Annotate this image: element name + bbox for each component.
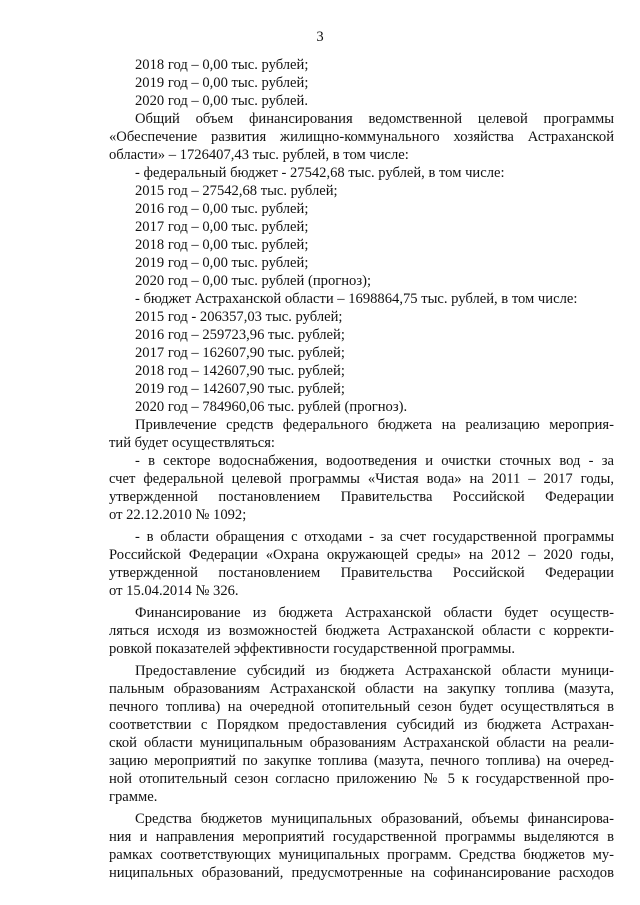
text-line: ния и направления мероприятий государственной программы выделяются в xyxy=(109,829,614,845)
text-line: Общий объем финансирования ведомственной целевой программы xyxy=(135,111,614,127)
text-line: - бюджет Астраханской области – 1698864,75 тыс. рублей, в том числе: xyxy=(135,291,578,307)
text-line: 2015 год – 27542,68 тыс. рублей; xyxy=(135,183,338,199)
text-line: ной отопительный сезон согласно приложению № 5 к государственной про- xyxy=(109,771,614,787)
text-line: - в области обращения с отходами - за счет государственной программы xyxy=(135,529,614,545)
text-line: 2020 год – 0,00 тыс. рублей. xyxy=(135,93,308,109)
text-line: 2016 год – 0,00 тыс. рублей; xyxy=(135,201,309,217)
text-line: Привлечение средств федерального бюджета на реализацию мероприя- xyxy=(135,417,614,433)
text-line: Российской Федерации «Охрана окружающей среды» на 2012 – 2020 годы, xyxy=(109,547,614,563)
document-body xyxy=(109,56,614,882)
text-line: 2019 год – 142607,90 тыс. рублей; xyxy=(135,381,345,397)
text-line: 2016 год – 259723,96 тыс. рублей; xyxy=(135,327,345,343)
text-line: ской области муниципальным образованиям Астраханской области на реали- xyxy=(109,735,614,751)
text-line: утвержденной постановлением Правительства Российской Федерации xyxy=(109,565,614,581)
text-line: от 22.12.2010 № 1092; xyxy=(109,507,247,523)
text-line: 2018 год – 142607,90 тыс. рублей; xyxy=(135,363,345,379)
text-line: Предоставление субсидий из бюджета Астраханской области муници- xyxy=(135,663,614,679)
text-line: - федеральный бюджет - 27542,68 тыс. рублей, в том числе: xyxy=(135,165,505,181)
text-line: грамме. xyxy=(109,789,158,805)
text-line: 2020 год – 784960,06 тыс. рублей (прогноз). xyxy=(135,399,408,415)
text-line: - в секторе водоснабжения, водоотведения и очистки сточных вод - за xyxy=(135,453,614,469)
text-line: 2018 год – 0,00 тыс. рублей; xyxy=(135,237,309,253)
text-line: области» – 1726407,43 тыс. рублей, в том числе: xyxy=(109,147,409,163)
text-line: ниципальных образований, предусмотренные на софинансирование расходов xyxy=(109,865,614,881)
text-line: рамках соответствующих муниципальных программ. Средства бюджетов му- xyxy=(109,847,614,863)
text-line: пальным образованиям Астраханской области на закупку топлива (мазута, xyxy=(109,681,614,697)
text-line: печного топлива) на очередной отопительный сезон будет осуществляться в xyxy=(109,699,614,715)
text-line: утвержденной постановлением Правительства Российской Федерации xyxy=(109,489,614,505)
text-line: 2020 год – 0,00 тыс. рублей (прогноз); xyxy=(135,273,372,289)
text-line: Финансирование из бюджета Астраханской области будет осуществ- xyxy=(135,605,614,621)
text-line: от 15.04.2014 № 326. xyxy=(109,583,239,599)
text-line: 2015 год - 206357,03 тыс. рублей; xyxy=(135,309,343,325)
page-number: 3 xyxy=(316,29,324,45)
text-line: ляться исходя из возможностей бюджета Астраханской области с корректи- xyxy=(109,623,614,639)
text-line: Средства бюджетов муниципальных образований, объемы финансирова- xyxy=(135,811,614,827)
text-line: 2018 год – 0,00 тыс. рублей; xyxy=(135,57,309,73)
text-line: тий будет осуществляться: xyxy=(109,435,275,451)
text-line: 2017 год – 0,00 тыс. рублей; xyxy=(135,219,309,235)
text-line: счет федеральной целевой программы «Чистая вода» на 2011 – 2017 годы, xyxy=(109,471,614,487)
text-line: 2019 год – 0,00 тыс. рублей; xyxy=(135,75,309,91)
text-line: ровкой показателей эффективности государственной программы. xyxy=(109,641,515,657)
text-line: 2017 год – 162607,90 тыс. рублей; xyxy=(135,345,345,361)
text-line: «Обеспечение развития жилищно-коммунального хозяйства Астраханской xyxy=(109,129,614,145)
text-line: соответствии с Порядком предоставления субсидий из бюджета Астрахан- xyxy=(109,717,614,733)
text-line: зацию мероприятий по закупке топлива (мазута, печного топлива) на очеред- xyxy=(109,753,614,769)
text-line: 2019 год – 0,00 тыс. рублей; xyxy=(135,255,309,271)
